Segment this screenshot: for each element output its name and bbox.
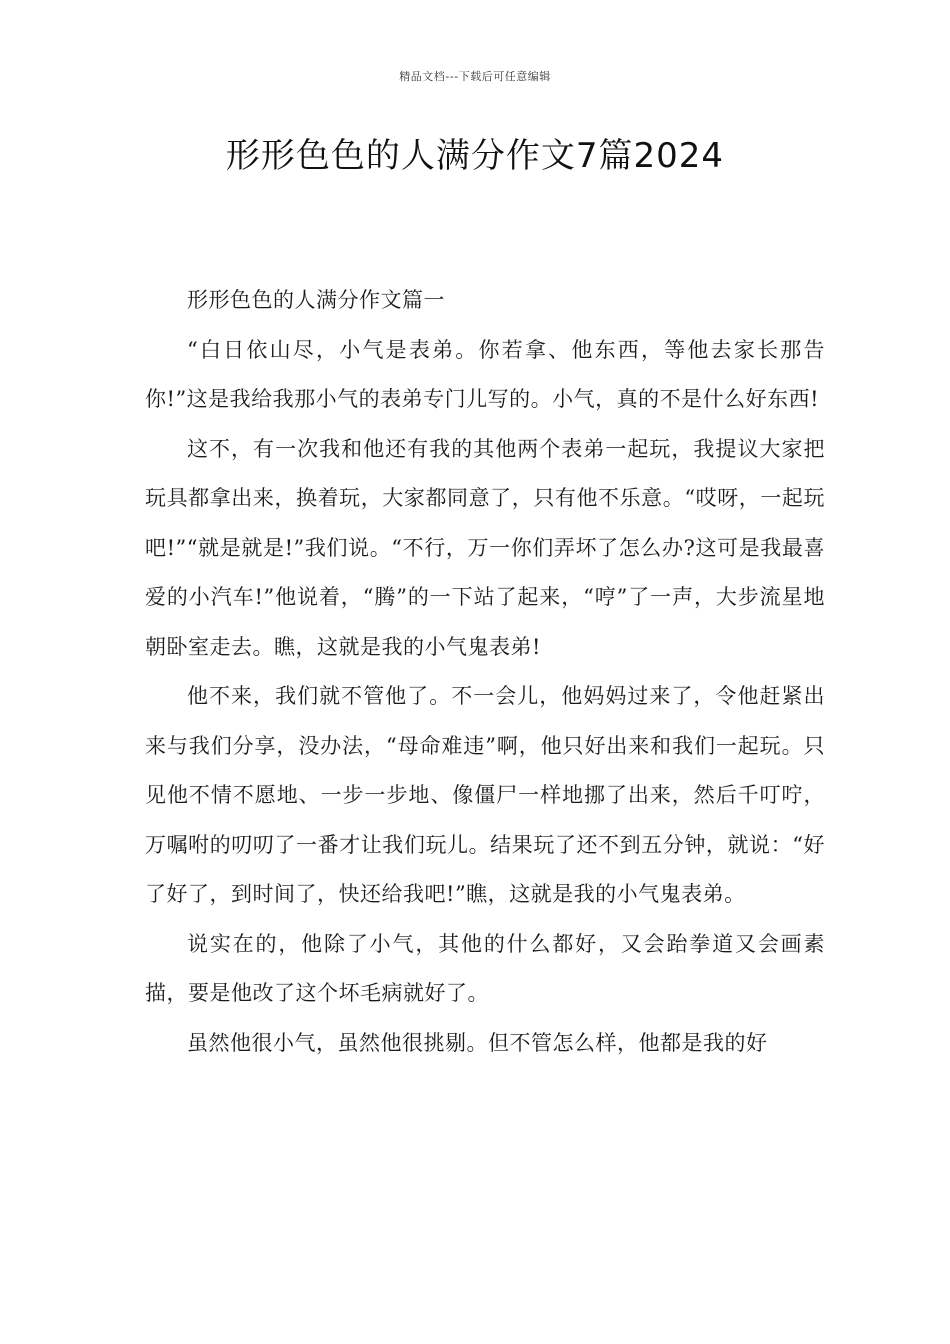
paragraph-1: “白日依山尽，小气是表弟。你若拿、他东西，等他去家长那告你!”这是我给我那小气的表弟专门儿写的。小气，真的不是什么好东西! bbox=[145, 337, 825, 411]
paragraph-5: 虽然他很小气，虽然他很挑剔。但不管怎么样，他都是我的好 bbox=[187, 1030, 768, 1055]
paragraph-3: 他不来，我们就不管他了。不一会儿，他妈妈过来了，令他赶紧出来与我们分享，没办法，“母命难违”啊，他只好出来和我们一起玩。只见他不情不愿地、一步一步地、像僵尸一样地挪了出来，然后千叮咛，万嘱咐的叨叨了一番才让我们玩儿。结果玩了还不到五分钟，就说：“好了好了，到时间了，快还给我吧!”瞧，这就是我的小气鬼表弟。 bbox=[145, 684, 825, 906]
document-body bbox=[145, 276, 825, 1068]
paragraph-4: 说实在的，他除了小气，其他的什么都好，又会跆拳道又会画素描，要是他改了这个坏毛病就好了。 bbox=[145, 931, 825, 1005]
section-heading: 形形色色的人满分作文篇一 bbox=[187, 288, 445, 312]
paragraph-2: 这不，有一次我和他还有我的其他两个表弟一起玩，我提议大家把玩具都拿出来，换着玩，大家都同意了，只有他不乐意。“哎呀，一起玩吧!”“就是就是!”我们说。“不行，万一你们弄坏了怎么办?这可是我最喜爱的小汽车!”他说着，“腾”的一下站了起来，“哼”了一声，大步流星地朝卧室走去。瞧，这就是我的小气鬼表弟! bbox=[145, 436, 825, 659]
document-title: 形形色色的人满分作文7篇2024 bbox=[225, 136, 725, 176]
page-header-note: 精品文档---下载后可任意编辑 bbox=[399, 70, 551, 83]
